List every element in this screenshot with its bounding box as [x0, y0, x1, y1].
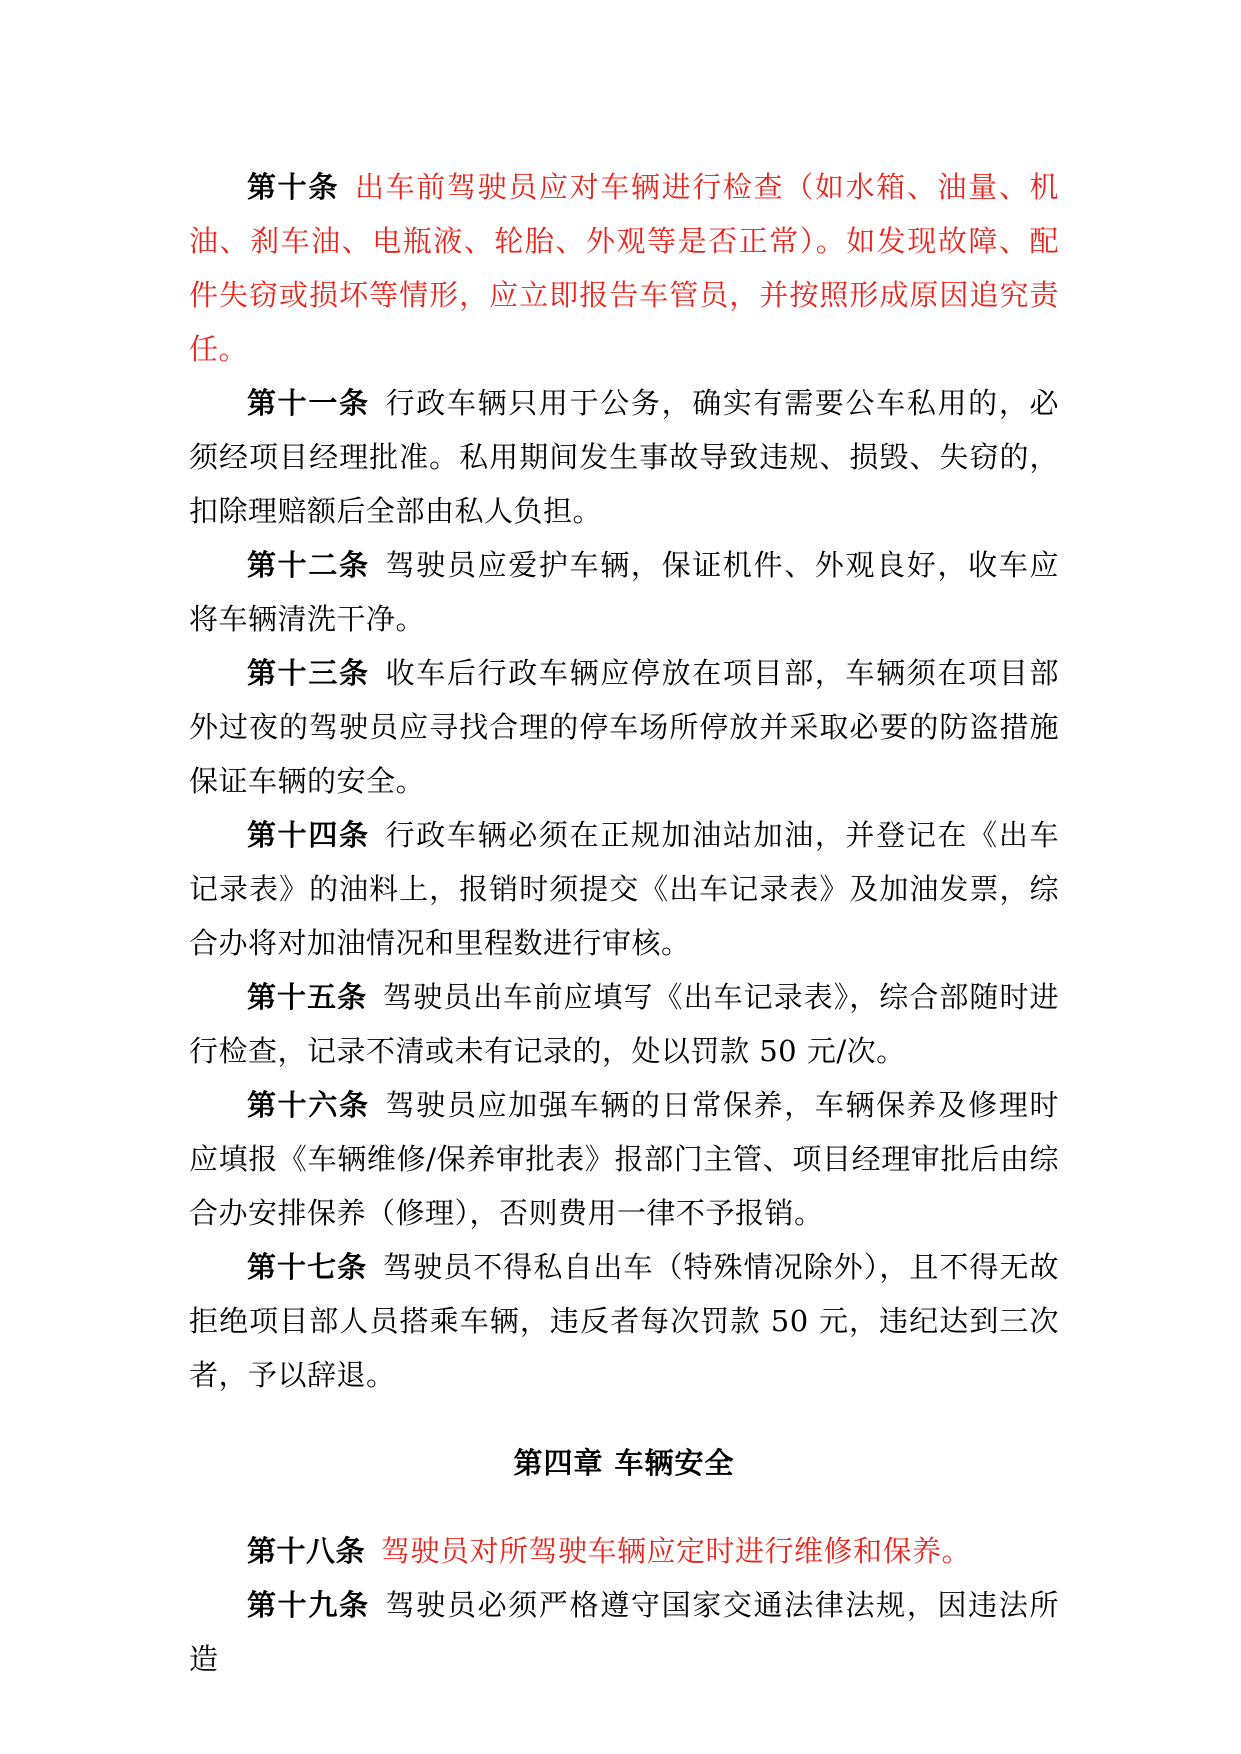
article-11 — [189, 376, 1059, 538]
article-13 — [189, 646, 1059, 808]
article-number: 第十三条 — [247, 656, 370, 690]
article-number: 第十五条 — [247, 980, 368, 1014]
article-16 — [189, 1078, 1059, 1240]
article-text: 驾驶员应加强车辆的日常保养，车辆保养及修理时应填报《车辆维修/保养审批表》报部门主管、项目经理审批后由综合办安排保养（修理），否则费用一律不予报销。 — [189, 1088, 1059, 1230]
article-19 — [189, 1578, 1059, 1686]
article-18 — [189, 1524, 1059, 1578]
article-text: 出车前驾驶员应对车辆进行检查（如水箱、油量、机油、刹车油、电瓶液、轮胎、外观等是否正常）。如发现故障、配件失窃或损坏等情形，应立即报告车管员，并按照形成原因追究责任。 — [189, 170, 1059, 366]
article-number: 第十七条 — [247, 1250, 368, 1284]
article-number: 第十二条 — [247, 548, 370, 582]
article-text: 收车后行政车辆应停放在项目部，车辆须在项目部外过夜的驾驶员应寻找合理的停车场所停放并采取必要的防盗措施保证车辆的安全。 — [189, 656, 1059, 798]
article-text: 驾驶员应爱护车辆，保证机件、外观良好，收车应将车辆清洗干净。 — [189, 548, 1059, 636]
article-text: 行政车辆必须在正规加油站加油，并登记在《出车记录表》的油料上，报销时须提交《出车记录表》及加油发票，综合办将对加油情况和里程数进行审核。 — [189, 818, 1059, 960]
article-number: 第十六条 — [247, 1088, 370, 1122]
article-10 — [189, 160, 1059, 376]
article-text: 驾驶员对所驾驶车辆应定时进行维修和保养。 — [381, 1534, 972, 1568]
article-text: 驾驶员必须严格遵守国家交通法律法规，因违法所造 — [189, 1588, 1059, 1676]
article-number: 第十四条 — [247, 818, 370, 852]
article-12 — [189, 538, 1059, 646]
article-17 — [189, 1240, 1059, 1402]
article-number: 第十条 — [247, 170, 339, 204]
article-text: 驾驶员不得私自出车（特殊情况除外），且不得无故拒绝项目部人员搭乘车辆，违反者每次罚款 50 元，违纪达到三次者，予以辞退。 — [189, 1250, 1059, 1392]
document-page — [189, 160, 1059, 1686]
article-15 — [189, 970, 1059, 1078]
article-14 — [189, 808, 1059, 970]
article-number: 第十九条 — [247, 1588, 370, 1622]
article-text: 驾驶员出车前应填写《出车记录表》，综合部随时进行检查，记录不清或未有记录的，处以罚款 50 元/次。 — [189, 980, 1059, 1068]
chapter-heading: 第四章 车辆安全 — [513, 1446, 735, 1480]
article-number: 第十八条 — [247, 1534, 366, 1568]
article-number: 第十一条 — [247, 386, 370, 420]
article-text: 行政车辆只用于公务，确实有需要公车私用的，必须经项目经理批准。私用期间发生事故导致违规、损毁、失窃的，扣除理赔额后全部由私人负担。 — [189, 386, 1059, 528]
